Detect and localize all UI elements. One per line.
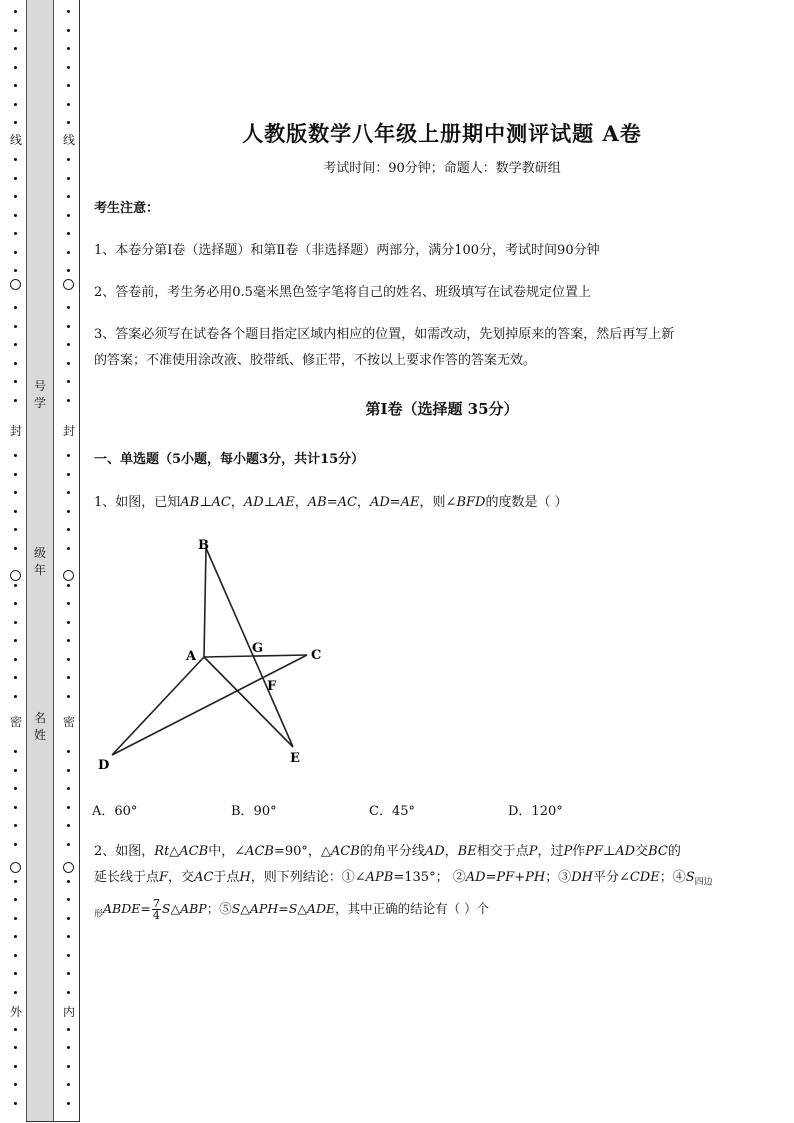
dot [67,1028,70,1031]
segment-ad [112,657,204,755]
dot [14,547,17,550]
dot [67,1102,70,1105]
dot [67,991,70,994]
q2-text: =90°，△ [273,844,331,859]
q2-subscript: 四边 [694,877,713,888]
question-2-line-1 [94,839,681,865]
inner-char-nei: 内 [62,1005,75,1019]
q2-text: =135°； ② [393,870,466,885]
question-2-line-2 [94,865,713,896]
q2-math: AC [194,870,214,885]
inner-char-mi: 密 [62,715,75,729]
q1-option-a[interactable]: A．60° [92,804,138,819]
dot [67,47,70,50]
q2-math: ABDE [103,901,141,916]
dot [67,325,70,328]
fraction-numerator: 7 [152,897,160,910]
q2-text: ；④ [659,870,686,885]
dot [14,602,17,605]
q2-text: = [140,901,151,916]
dot [67,214,70,217]
dot [67,380,70,383]
fraction-seven-quarters [152,898,161,921]
dot [67,362,70,365]
name-label: 名姓 [33,711,46,742]
dot [14,898,17,901]
point-label-c: C [311,648,322,663]
dot [67,84,70,87]
q2-math: AD [424,844,445,859]
dot [14,325,17,328]
student-number-label: 号学 [33,379,46,410]
point-label-a: A [186,649,197,664]
dot [67,639,70,642]
q2-text: ，其中正确的结论有（ ）个 [335,901,490,916]
dot [67,269,70,272]
dot [14,935,17,938]
notice-item: 2、答卷前，考生务必用0.5毫米黑色签字笔将自己的姓名、班级填写在试卷规定位置上 [94,285,591,300]
dot [14,658,17,661]
outer-char-mi: 密 [9,715,22,729]
dot [67,658,70,661]
dot [14,639,17,642]
q2-text: 平分∠ [592,870,630,885]
q2-text: 延长线于点 [94,870,160,885]
dot [67,880,70,883]
q2-math: △ABP [170,901,207,916]
dot [14,103,17,106]
dot [67,935,70,938]
q1-option-b[interactable]: B．90° [231,804,277,819]
q1-condition: AD=AE [369,495,420,510]
margin-line [79,0,80,1122]
dot [14,121,17,124]
dot [14,1065,17,1068]
q1-text-end: 的度数是（ ） [485,495,568,510]
dot [14,454,17,457]
outer-dotted-line [10,0,22,1123]
dot [14,214,17,217]
dot [14,269,17,272]
q2-text: 作 [572,844,586,859]
q2-math: CDE [629,870,660,885]
dot [67,103,70,106]
q1-condition: AB⊥AC [180,495,231,510]
dot [14,158,17,161]
dot [67,602,70,605]
q1-condition: AB=AC [307,495,357,510]
dot [14,362,17,365]
dot [14,917,17,920]
dot [14,29,17,32]
dot [14,843,17,846]
dot [14,47,17,50]
dot [67,769,70,772]
dot [14,232,17,235]
dot [67,898,70,901]
dot [67,306,70,309]
dot [14,769,17,772]
dot [67,491,70,494]
q2-math: △APH [240,901,279,916]
dot [67,29,70,32]
q2-math: P [528,844,538,859]
q1-separator: ， [356,495,370,510]
outer-circle [10,862,21,873]
q2-math: P [563,844,573,859]
q2-text: ，交 [168,870,195,885]
inner-char-feng: 封 [62,424,75,438]
inner-char-xian: 线 [62,133,75,147]
q2-text: 交 [635,844,649,859]
dot [14,824,17,827]
outer-char-feng: 封 [9,424,22,438]
inner-circle [63,570,74,581]
notice-heading: 考生注意： [94,201,160,216]
dot [67,343,70,346]
inner-circle [63,279,74,290]
q2-math: S [231,901,241,916]
segment-be [206,548,293,747]
dot [67,158,70,161]
dot [67,121,70,124]
q2-text: 的角平分线 [359,844,425,859]
point-label-b: B [198,538,209,553]
dot [14,510,17,513]
q2-math: S [288,901,298,916]
dot [67,843,70,846]
q1-angle: BFD [456,495,486,510]
dot [67,972,70,975]
q2-text: ；③ [545,870,572,885]
dot [67,695,70,698]
dot [67,1046,70,1049]
dot [14,695,17,698]
inner-dotted-line [63,0,75,1123]
notice-item: 3、答案必须写在试卷各个题目指定区域内相应的位置，如需改动，先划掉原来的答案，然后再写上新 [94,327,675,342]
dot [67,66,70,69]
dot [14,473,17,476]
q2-text: ；⑤ [206,901,232,916]
dot [67,824,70,827]
outer-circle [10,570,21,581]
dot [67,251,70,254]
q2-math: APB [365,870,394,885]
q1-text-start: 1、如图，已知 [94,495,181,510]
q2-text: ，过 [537,844,564,859]
dot [14,84,17,87]
segment-ae [204,657,293,747]
dot [67,1065,70,1068]
dot [67,454,70,457]
dot [67,177,70,180]
dot [67,621,70,624]
dot [67,195,70,198]
dot [67,750,70,753]
exam-title: 人教版数学八年级上册期中测评试题 A卷 [242,121,642,146]
outer-circle [10,279,21,290]
dot [14,972,17,975]
q2-math: S [161,901,171,916]
dot [14,1102,17,1105]
q1-option-c[interactable]: C．45° [369,804,415,819]
q2-text: 2、如图， [94,844,155,859]
dot [67,676,70,679]
dot [67,10,70,13]
q2-text: 相交于点 [476,844,529,859]
point-label-g: G [252,641,264,656]
segment-ab [204,548,206,657]
dot [14,621,17,624]
dot [14,1046,17,1049]
dot [67,528,70,531]
q2-math: F [159,870,169,885]
dot [14,676,17,679]
dot [14,880,17,883]
dot [14,380,17,383]
dot [14,195,17,198]
segment-dc [112,655,307,755]
exam-subtitle: 考试时间：90分钟；命题人：数学教研组 [323,161,561,176]
section-title: 第I卷（选择题 35分） [365,400,519,418]
dot [14,251,17,254]
dot [14,528,17,531]
q2-text: ，则下列结论：①∠ [250,870,366,885]
dot [14,66,17,69]
q2-math: AD=PF+PH [465,870,546,885]
q2-math: PF⊥AD [585,844,636,859]
dot [14,806,17,809]
dot [67,473,70,476]
q2-text: ， [444,844,458,859]
q2-text: 于点 [213,870,240,885]
dot [14,787,17,790]
dot [14,399,17,402]
dot [14,584,17,587]
dot [14,177,17,180]
outer-char-xian: 线 [9,133,22,147]
grade-label: 级年 [33,546,46,577]
q2-math: DH [571,870,593,885]
notice-item: 1、本卷分第I卷（选择题）和第Ⅱ卷（非选择题）两部分，满分100分，考试时间90分钟 [94,243,600,258]
dot [67,1083,70,1086]
notice-item: 的答案；不准使用涂改液、胶带纸、修正带，不按以上要求作答的答案无效。 [94,353,537,368]
q2-math: BE [457,844,477,859]
part-heading: 一、单选题（5小题，每小题3分，共计15分） [94,452,365,467]
q2-math: BC [648,844,668,859]
q2-math: △ADE [297,901,336,916]
fraction-denominator: 4 [152,909,160,922]
inner-circle [63,862,74,873]
dot [67,954,70,957]
dot [14,1083,17,1086]
dot [14,10,17,13]
q1-separator: ， [230,495,244,510]
q2-text: 的 [667,844,681,859]
q2-math: S [685,870,695,885]
dot [67,917,70,920]
q1-geometry-figure [90,530,340,775]
dot [14,750,17,753]
q2-math: Rt△ACB [154,844,209,859]
q2-math: ACB [245,844,274,859]
q2-text: = [278,901,289,916]
dot [14,343,17,346]
point-label-f: F [267,679,277,694]
dot [67,232,70,235]
dot [67,547,70,550]
question-1-text [94,490,568,516]
question-2-line-3 [94,896,489,928]
dot [67,399,70,402]
point-label-d: D [98,758,110,773]
q2-math: ACB [330,844,360,859]
dot [67,510,70,513]
outer-char-wai: 外 [9,1005,22,1019]
dot [14,306,17,309]
dot [14,954,17,957]
dot [14,1028,17,1031]
dot [14,491,17,494]
q1-option-d[interactable]: D．120° [508,804,563,819]
point-label-e: E [290,751,300,766]
q2-math: H [239,870,251,885]
dot [67,584,70,587]
q1-condition: AD⊥AE [243,495,295,510]
q2-text: 中，∠ [208,844,246,859]
q2-subscript: 形 [94,909,104,920]
dot [67,806,70,809]
dot [67,787,70,790]
q1-separator: ， [294,495,308,510]
dot [14,991,17,994]
q1-separator: ，则∠ [419,495,457,510]
